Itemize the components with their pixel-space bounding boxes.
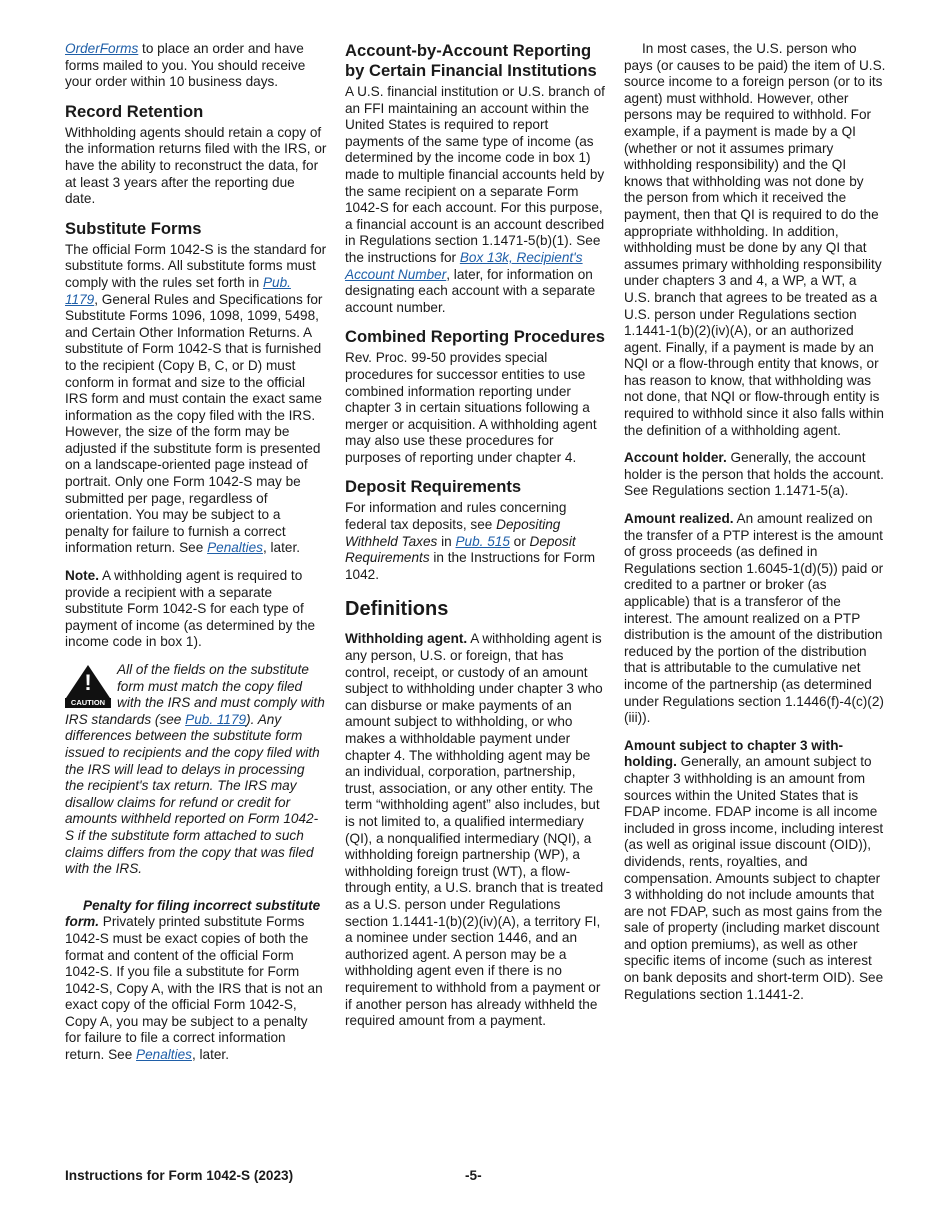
amount-subject-ch3-paragraph: [624, 738, 886, 1004]
account-holder-paragraph: [624, 450, 886, 500]
amount-realized-label: Amount realized.: [624, 511, 734, 527]
acct-text-1: A U.S. financial institution or U.S. branch of an FFI maintaining an account within the United States is required to report payments of the same type of income (as determined by the income code in box 1) made to multiple financial accounts held by the same recipient on a separate Form 1042-S for each account. For this purpose, a financial account is an account described in Regulations section 1.1471-5(b)(1). See the instructions for: [345, 84, 605, 265]
acct-text-2: , later, for information on designating each account with a separate account number.: [345, 266, 596, 315]
amount-subject-ch3-label: Amount subject to chapter 3 with-holding.: [624, 737, 844, 770]
intro-paragraph: [65, 41, 327, 91]
subst-text-3: , later.: [262, 540, 301, 556]
combined-reporting-text: Rev. Proc. 99-50 provides special procedures for successor entities to use combined information reporting under chapter 3 in certain situations following a merger or acquisition. A withholding agent may also use these procedures for purposes of reporting under chapter 4.: [345, 350, 597, 465]
penalty-label: Penalty for filing incorrect substitute form.: [65, 897, 321, 930]
pub-1179-link[interactable]: Pub. 1179: [65, 274, 291, 307]
column-middle: [345, 41, 607, 1041]
deposit-text-3: or: [509, 533, 530, 549]
account-holder-label: Account holder.: [624, 450, 727, 466]
column-right: [624, 41, 886, 1014]
deposit-requirements-heading: Deposit Requirements: [345, 477, 522, 497]
penalty-penalties-link[interactable]: Penalties: [136, 1047, 192, 1063]
depositing-withheld-taxes: Depositing Withheld Taxes: [345, 517, 561, 549]
amount-subject-ch3-text: Generally, an amount subject to chapter 3 withholding is an amount from sources within the United States that is FDAP income. FDAP income is all income included in gross income, including interest (as well as original issue discount (OID)), dividends, rents, royalties, and compensation. Amounts subject to chapter 3 withholding do not include amounts that are not FDAP, such as most gains from the sale of property (including market discount and option premiums), as well as other specific items of income (such as interest on bank deposits and short-term OID). See Regulations section 1.1441-2.: [624, 754, 884, 1002]
caution-icon: ! CAUTION: [65, 665, 111, 709]
caution-text-2: ). Any differences between the substitute form issued to recipients and the copy filed with the IRS will lead to delays in processing the recipient's tax return. The IRS may disallow claims for refund or credit for amounts withheld reported on Form 1042-S if the substitute form attached to such claims differs from the copy that was filed with the IRS.: [65, 711, 320, 877]
most-cases-paragraph: In most cases, the U.S. person who pays (or causes to be paid) the item of U.S. source income to a foreign person (or to its agent) must withhold. However, other persons may be required to withhold. For example, if a payment is made by a QI (whether or not it assumes primary withholding responsibility) and the QI knows that withholding was not done by the person from which it received the payment, then that QI is required to do the appropriate withholding. In addition, withholding must be done by any QI that assumes primary withholding responsibility under chapters 3 and 4, a WP, a WT, a U.S. branch that agrees to be treated as a U.S. person under Regulations section 1.1441-1(b)(2)(iv)(A), or an authorized agent. Finally, if a payment is made by an NQI or a flow-through entity that knows, or has reason to know, that withholding was not done, that NQI or flow-through entity is required to withhold since it also falls within the definition of a withholding agent.: [624, 41, 886, 438]
deposit-text-2: in: [437, 533, 456, 549]
substitute-forms-heading: Substitute Forms: [65, 218, 202, 238]
caution-block: [65, 662, 327, 878]
withholding-agent-label: Withholding agent.: [345, 631, 468, 647]
subst-text-2: , General Rules and Specifications for Substitute Forms 1096, 1098, 1099, 5498, and Certain Other Information Returns. A substitute of Form 1042-S that is furnished to the recipient (Copy B, C, or D) must conform in format and size to the official IRS form and must contain the exact same information as the copy filed with the IRS. However, the size of the form may be adjusted if the substitute form is presented on a landscape-oriented page instead of portrait. Only one Form 1042-S may be submitted per page, regardless of orientation. You may be subject to a penalty for failure to furnish a correct information return. See: [65, 291, 323, 556]
definitions-heading: Definitions: [345, 598, 449, 621]
withholding-agent-paragraph: [345, 631, 607, 1029]
deposit-requirements-text: [345, 500, 607, 583]
column-left: [65, 41, 327, 1075]
page-footer: [65, 1168, 886, 1186]
box-13k-link[interactable]: Box 13k, Recipient's Account Number: [345, 249, 583, 282]
penalty-end: , later.: [191, 1047, 229, 1063]
record-retention-text: Withholding agents should retain a copy of the information returns filed with the IRS, or have the ability to reconstruct the data, for at least 3 years after the reporting due date.: [65, 124, 327, 207]
intro-text: to place an order and have forms mailed to you. You should receive your order within 10 business days.: [65, 41, 306, 90]
account-holder-text: Generally, the account holder is the person that holds the account. See Regulations section 1.1471-5(a).: [624, 450, 884, 499]
deposit-requirements-ref: Deposit Requirements: [345, 533, 576, 566]
combined-reporting-heading: Combined Reporting Procedures: [345, 327, 605, 347]
penalty-paragraph: [65, 898, 327, 1064]
caution-text-1: All of the fields on the substitute form must match the copy filed with the IRS and must comply with IRS standards (see: [65, 662, 325, 727]
subst-text-1: The official Form 1042-S is the standard for substitute forms. All substitute forms must comply with the rules set forth in: [65, 241, 327, 290]
pub-515-link[interactable]: Pub. 515: [455, 533, 510, 549]
substitute-forms-text: [65, 242, 327, 557]
deposit-text-1: For information and rules concerning federal tax deposits, see: [345, 500, 567, 533]
account-reporting-text: [345, 84, 607, 316]
page-number: -5-: [465, 1168, 482, 1183]
note-text: A withholding agent is required to provide a recipient with a separate substitute Form 1042-S for each type of payment of income (as determined by the income code in box 1).: [65, 568, 316, 650]
account-reporting-heading: Account-by-Account Reporting by Certain Financial Institutions: [345, 41, 597, 80]
withholding-agent-text: A withholding agent is any person, U.S. or foreign, that has control, receipt, or custody of an amount subject to withholding under chapter 3 who can disburse or make payments of an amount subject to withholding, or who makes a withholdable payment under chapter 4. The withholding agent may be an individual, corporation, partnership, trust, association, or any other entity. The term “withholding agent” also includes, but is not limited to, a qualified intermediary (QI), a nonqualified intermediary (NQI), a withholding foreign partnership (WP), a withholding foreign trust (WT), a flow-through entity, a U.S. branch that is treated as a U.S. person under Regulations section 1.1441-1(b)(2)(iv)(A), a territory FI, a nominee under section 1446, and an authorized agent. A person may be a withholding agent even if there is no requirement to withhold from a payment or if another person has already withheld the required amount from a payment.: [345, 631, 604, 1029]
caution-icon-label: CAUTION: [65, 698, 111, 708]
amount-realized-text: An amount realized on the transfer of a PTP interest is the amount of gross proceeds (as defined in Regulations section 1.6045-1(d)(5)) paid or credited to a partner or broker (as applicable) that is a transferor of the interest. The amount realized on a PTP distribution is the amount of the distribution reduced by the portion of the distribution that is attributable to the cumulative net income of the partnership (as determined under Regulations section 1.1446(f)-4(c)(2)(iii)).: [624, 511, 884, 726]
note-paragraph: [65, 568, 327, 651]
amount-realized-paragraph: [624, 511, 886, 727]
record-retention-heading: Record Retention: [65, 101, 204, 121]
orderforms-link[interactable]: OrderForms: [65, 41, 139, 56]
caution-pub-1179-link[interactable]: Pub. 1179: [185, 711, 247, 727]
penalty-text: Privately printed substitute Forms 1042-S must be exact copies of both the format and content of the official Form 1042-S. If you file a substitute for Form 1042-S, Copy A, with the IRS that is not an exact copy of the official Form 1042-S, Copy A, you may be subject to a penalty for failure to file a correct information return. See: [65, 914, 323, 1063]
note-label: Note.: [65, 568, 99, 584]
penalties-link[interactable]: Penalties: [207, 540, 263, 556]
footer-form-title: Instructions for Form 1042-S (2023): [65, 1168, 294, 1183]
deposit-text-4: in the Instructions for Form 1042.: [345, 550, 596, 582]
